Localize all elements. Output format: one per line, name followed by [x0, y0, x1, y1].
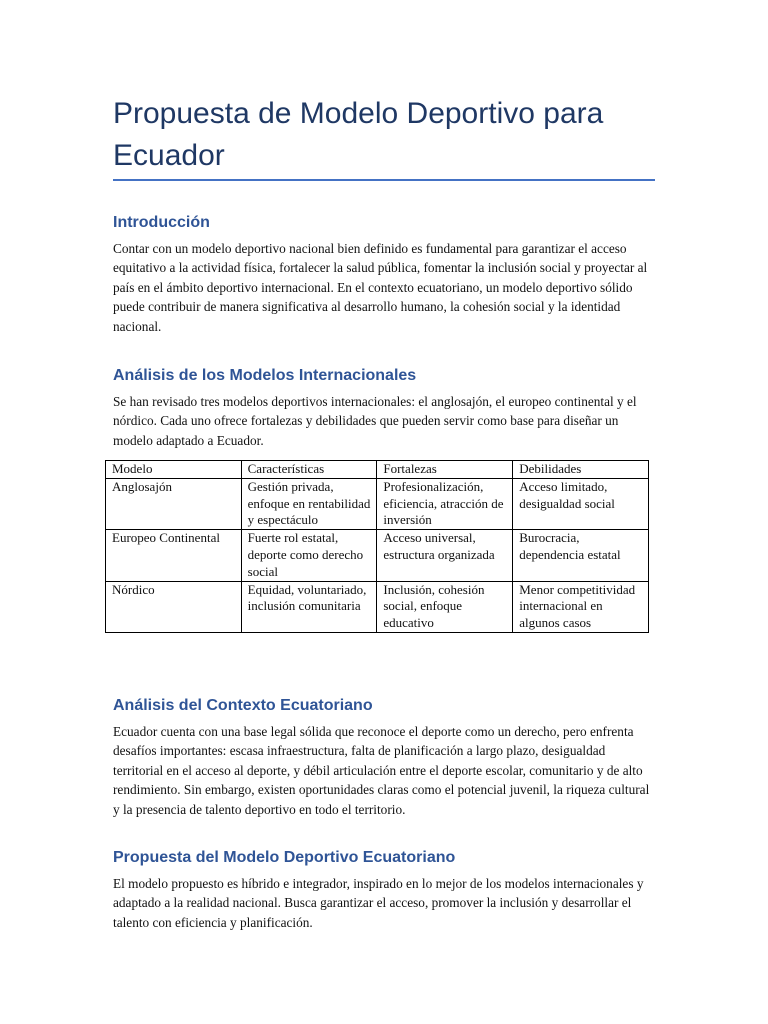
- section-introduccion: [113, 213, 658, 336]
- table-cell: Menor competitividad internacional en algunos casos: [513, 581, 649, 632]
- table-cell: Acceso limitado, desigualdad social: [513, 478, 649, 529]
- document-title: Propuesta de Modelo Deportivo para Ecuador: [113, 97, 604, 172]
- table-cell: Acceso universal, estructura organizada: [377, 530, 513, 581]
- table-header-row: [106, 461, 649, 479]
- table-cell: Profesionalización, eficiencia, atracción de inversión: [377, 478, 513, 529]
- section-paragraph: El modelo propuesto es híbrido e integrador, inspirado en lo mejor de los modelos internacionales y adaptado a la realidad nacional. Busca garantizar el acceso, promover la inclusión y desarrollar el talento con eficiencia y planificación.: [113, 876, 644, 930]
- table-cell: Equidad, voluntariado, inclusión comunitaria: [241, 581, 377, 632]
- section-contexto-ecuatoriano: [113, 696, 658, 819]
- section-paragraph: Ecuador cuenta con una base legal sólida que reconoce el deporte como un derecho, pero enfrenta desafíos importantes: escasa infraestructura, falta de planificación a largo plazo, desigualdad territorial en el acceso al deporte, y débil articulación entre el deporte escolar, comunitario y de alto rendimiento. Sin embargo, existen oportunidades claras como el potencial juvenil, la riqueza cultural y la presencia de talento deportivo en todo el territorio.: [113, 724, 650, 817]
- section-paragraph: Contar con un modelo deportivo nacional bien definido es fundamental para garantizar el acceso equitativo a la actividad física, fortalecer la salud pública, fomentar la inclusión social y proyectar al país en el ámbito deportivo internacional. En el contexto ecuatoriano, un modelo deportivo sólido puede contribuir de manera significativa al desarrollo humano, la cohesión social y la identidad nacional.: [113, 241, 648, 334]
- table-header-cell: Características: [241, 461, 377, 479]
- table-header-cell: Modelo: [106, 461, 242, 479]
- table-row: [106, 530, 649, 581]
- table-cell: Nórdico: [106, 581, 242, 632]
- table-cell: Europeo Continental: [106, 530, 242, 581]
- section-heading: Análisis de los Modelos Internacionales: [113, 367, 417, 384]
- table-cell: Anglosajón: [106, 478, 242, 529]
- title-divider: [113, 179, 655, 181]
- section-heading: Análisis del Contexto Ecuatoriano: [113, 697, 373, 714]
- section-heading: Introducción: [113, 214, 210, 231]
- models-comparison-table: [105, 460, 649, 633]
- table-cell: Burocracia, dependencia estatal: [513, 530, 649, 581]
- table-cell: Inclusión, cohesión social, enfoque educativo: [377, 581, 513, 632]
- section-propuesta-modelo: [113, 848, 658, 932]
- table-cell: Fuerte rol estatal, deporte como derecho social: [241, 530, 377, 581]
- table-row: [106, 478, 649, 529]
- table-header-cell: Fortalezas: [377, 461, 513, 479]
- section-heading: Propuesta del Modelo Deportivo Ecuatoriano: [113, 849, 456, 866]
- section-paragraph: Se han revisado tres modelos deportivos internacionales: el anglosajón, el europeo continental y el nórdico. Cada uno ofrece fortalezas y debilidades que pueden servir como base para diseñar un modelo adaptado a Ecuador.: [113, 394, 637, 448]
- table-row: [106, 581, 649, 632]
- table-header-cell: Debilidades: [513, 461, 649, 479]
- table-cell: Gestión privada, enfoque en rentabilidad y espectáculo: [241, 478, 377, 529]
- section-modelos-internacionales: [113, 366, 658, 450]
